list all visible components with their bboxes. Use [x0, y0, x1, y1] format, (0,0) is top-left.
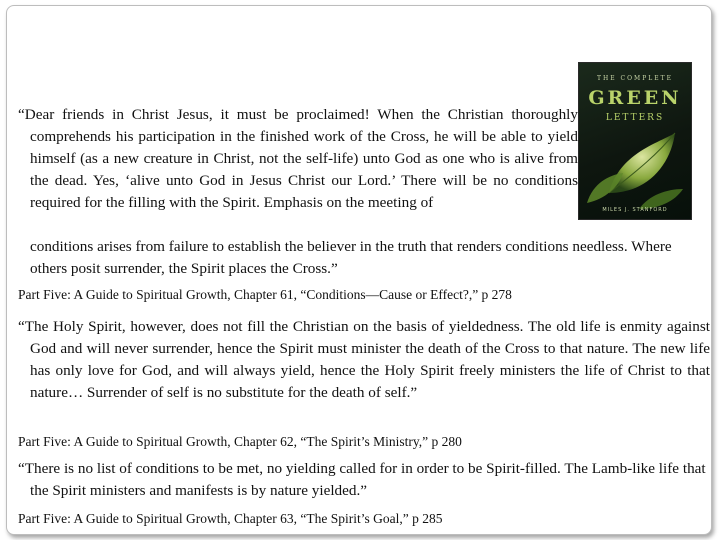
quote-1-part-b: conditions arises from failure to establish the believer in the truth that renders conditions needless. Where others posit surrender, the Spirit places the Cross.”: [30, 238, 672, 277]
book-cover-image: [578, 62, 692, 220]
citation-2: Part Five: A Guide to Spiritual Growth, Chapter 62, “The Spirit’s Ministry,” p 280: [18, 434, 462, 449]
quote-2: “The Holy Spirit, however, does not fill the Christian on the basis of yieldedness. The old life is enmity against God and will never surrender, hence the Spirit must minister the death of the Cross to that nature. The new life has only love for God, and will always yield, hence the Holy Spirit freely ministers the life of Christ to that nature… Surrender of self is no substitute for the death of self.”: [18, 318, 710, 401]
cover-subtitle: LETTERS: [605, 113, 665, 123]
citation-3: Part Five: A Guide to Spiritual Growth, Chapter 63, “The Spirit’s Goal,” p 285: [18, 511, 443, 526]
cover-line-1: THE COMPLETE: [597, 75, 673, 82]
cover-author: MILES J. STANFORD: [602, 207, 668, 213]
leaf-illustration: [579, 123, 691, 213]
citation-1: Part Five: A Guide to Spiritual Growth, Chapter 61, “Conditions—Cause or Effect?,” p 278: [18, 287, 512, 302]
cover-title: GREEN: [588, 87, 682, 109]
quote-3: “There is no list of conditions to be met, no yielding called for in order to be Spirit-filled. The Lamb-like life that the Spirit ministers and manifests is by nature yielded.”: [18, 460, 706, 499]
quote-1-part-a: “Dear friends in Christ Jesus, it must be proclaimed! When the Christian thoroughly comprehends his participation in the finished work of the Cross, he will be able to yield himself (as a new creature in Christ, not the self-life) unto God as one who is alive from the dead. Yes, ‘alive unto God in Jesus Christ our Lord.’ There will be no conditions required for the filling with the Spirit. Emphasis on the meeting of: [18, 106, 578, 211]
